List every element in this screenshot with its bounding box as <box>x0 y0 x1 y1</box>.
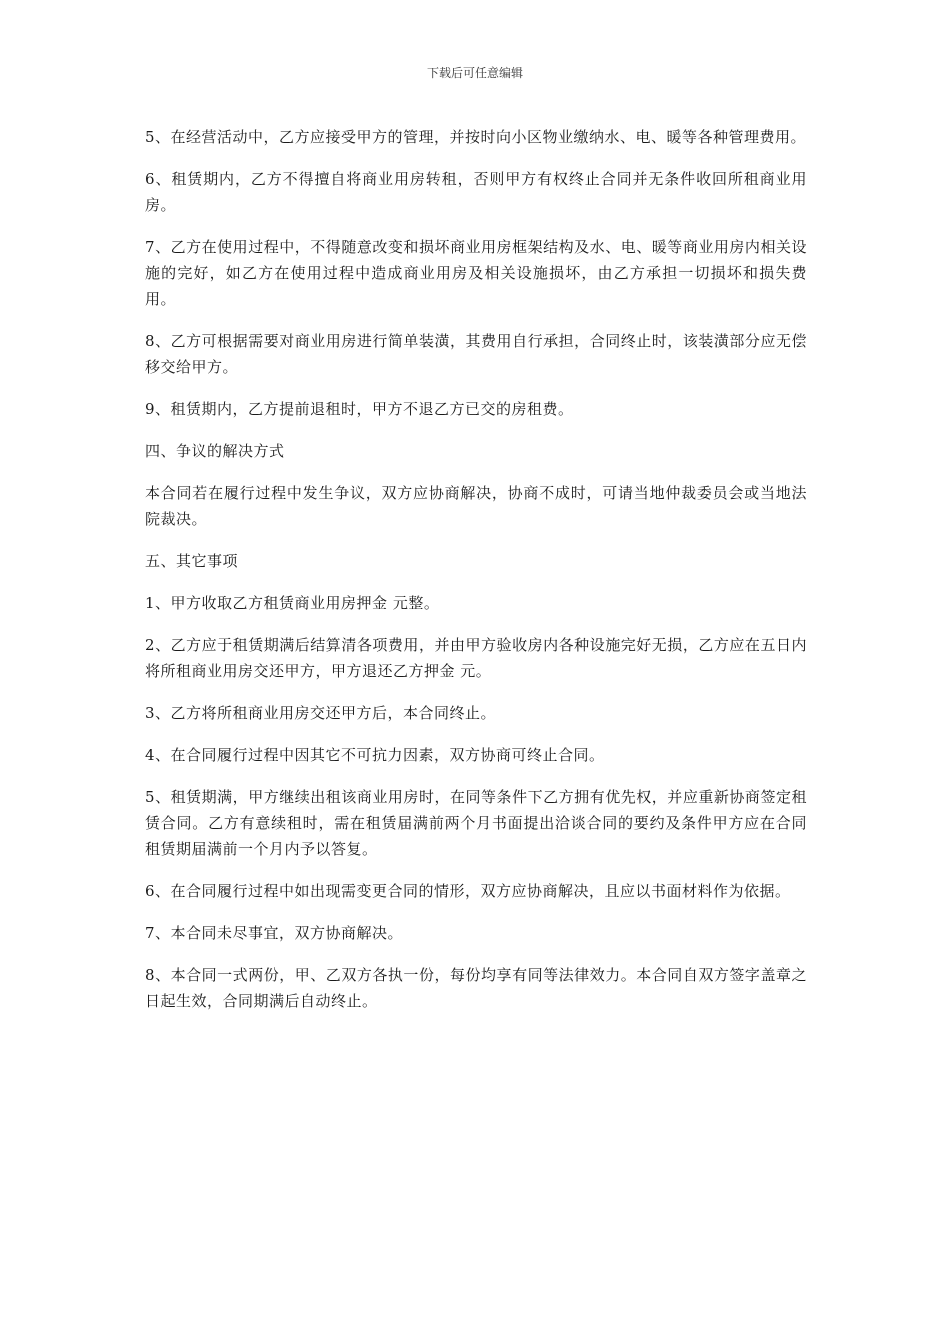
other-clause-4-force-majeure: 4、在合同履行过程中因其它不可抗力因素，双方协商可终止合同。 <box>145 746 605 764</box>
clause-9-early-termination: 9、租赁期内，乙方提前退租时，甲方不退乙方已交的房租费。 <box>145 400 574 418</box>
clause-5-management: 5、在经营活动中，乙方应接受甲方的管理，并按时向小区物业缴纳水、电、暖等各种管理费用。 <box>145 128 807 146</box>
other-clause-7-unresolved: 7、本合同未尽事宜，双方协商解决。 <box>145 924 404 942</box>
other-clause-8-copies: 8、本合同一式两份，甲、乙双方各执一份，每份均享有同等法律效力。本合同自双方签字盖章之日起生效，合同期满后自动终止。 <box>145 966 807 1010</box>
other-clause-2-settlement: 2、乙方应于租赁期满后结算清各项费用，并由甲方验收房内各种设施完好无损，乙方应在五日内将所租商业用房交还甲方，甲方退还乙方押金 元。 <box>145 636 807 680</box>
other-clause-3-return: 3、乙方将所租商业用房交还甲方后，本合同终止。 <box>145 704 497 722</box>
clause-7-damage: 7、乙方在使用过程中，不得随意改变和损坏商业用房框架结构及水、电、暖等商业用房内相关设施的完好，如乙方在使用过程中造成商业用房及相关设施损坏，由乙方承担一切损坏和损失费用。 <box>145 238 807 308</box>
section-heading-other: 五、其它事项 <box>145 552 239 570</box>
section-heading-dispute: 四、争议的解决方式 <box>145 442 285 460</box>
clause-6-sublet: 6、租赁期内，乙方不得擅自将商业用房转租，否则甲方有权终止合同并无条件收回所租商业用房。 <box>145 170 807 214</box>
page-header: 下载后可任意编辑 <box>426 66 523 80</box>
other-clause-5-renewal: 5、租赁期满，甲方继续出租该商业用房时，在同等条件下乙方拥有优先权，并应重新协商签定租赁合同。乙方有意续租时，需在租赁届满前两个月书面提出洽谈合同的要约及条件甲方应在合同租赁期届满前一个月内予以答复。 <box>145 788 807 858</box>
clause-8-decoration: 8、乙方可根据需要对商业用房进行简单装潢，其费用自行承担，合同终止时，该装潢部分应无偿移交给甲方。 <box>145 332 807 376</box>
other-clause-1-deposit: 1、甲方收取乙方租赁商业用房押金 元整。 <box>145 594 440 612</box>
other-clause-6-amendment: 6、在合同履行过程中如出现需变更合同的情形，双方应协商解决，且应以书面材料作为依据。 <box>145 882 791 900</box>
dispute-resolution-text: 本合同若在履行过程中发生争议，双方应协商解决，协商不成时，可请当地仲裁委员会或当地法院裁决。 <box>145 484 807 528</box>
document-body <box>145 124 807 1030</box>
